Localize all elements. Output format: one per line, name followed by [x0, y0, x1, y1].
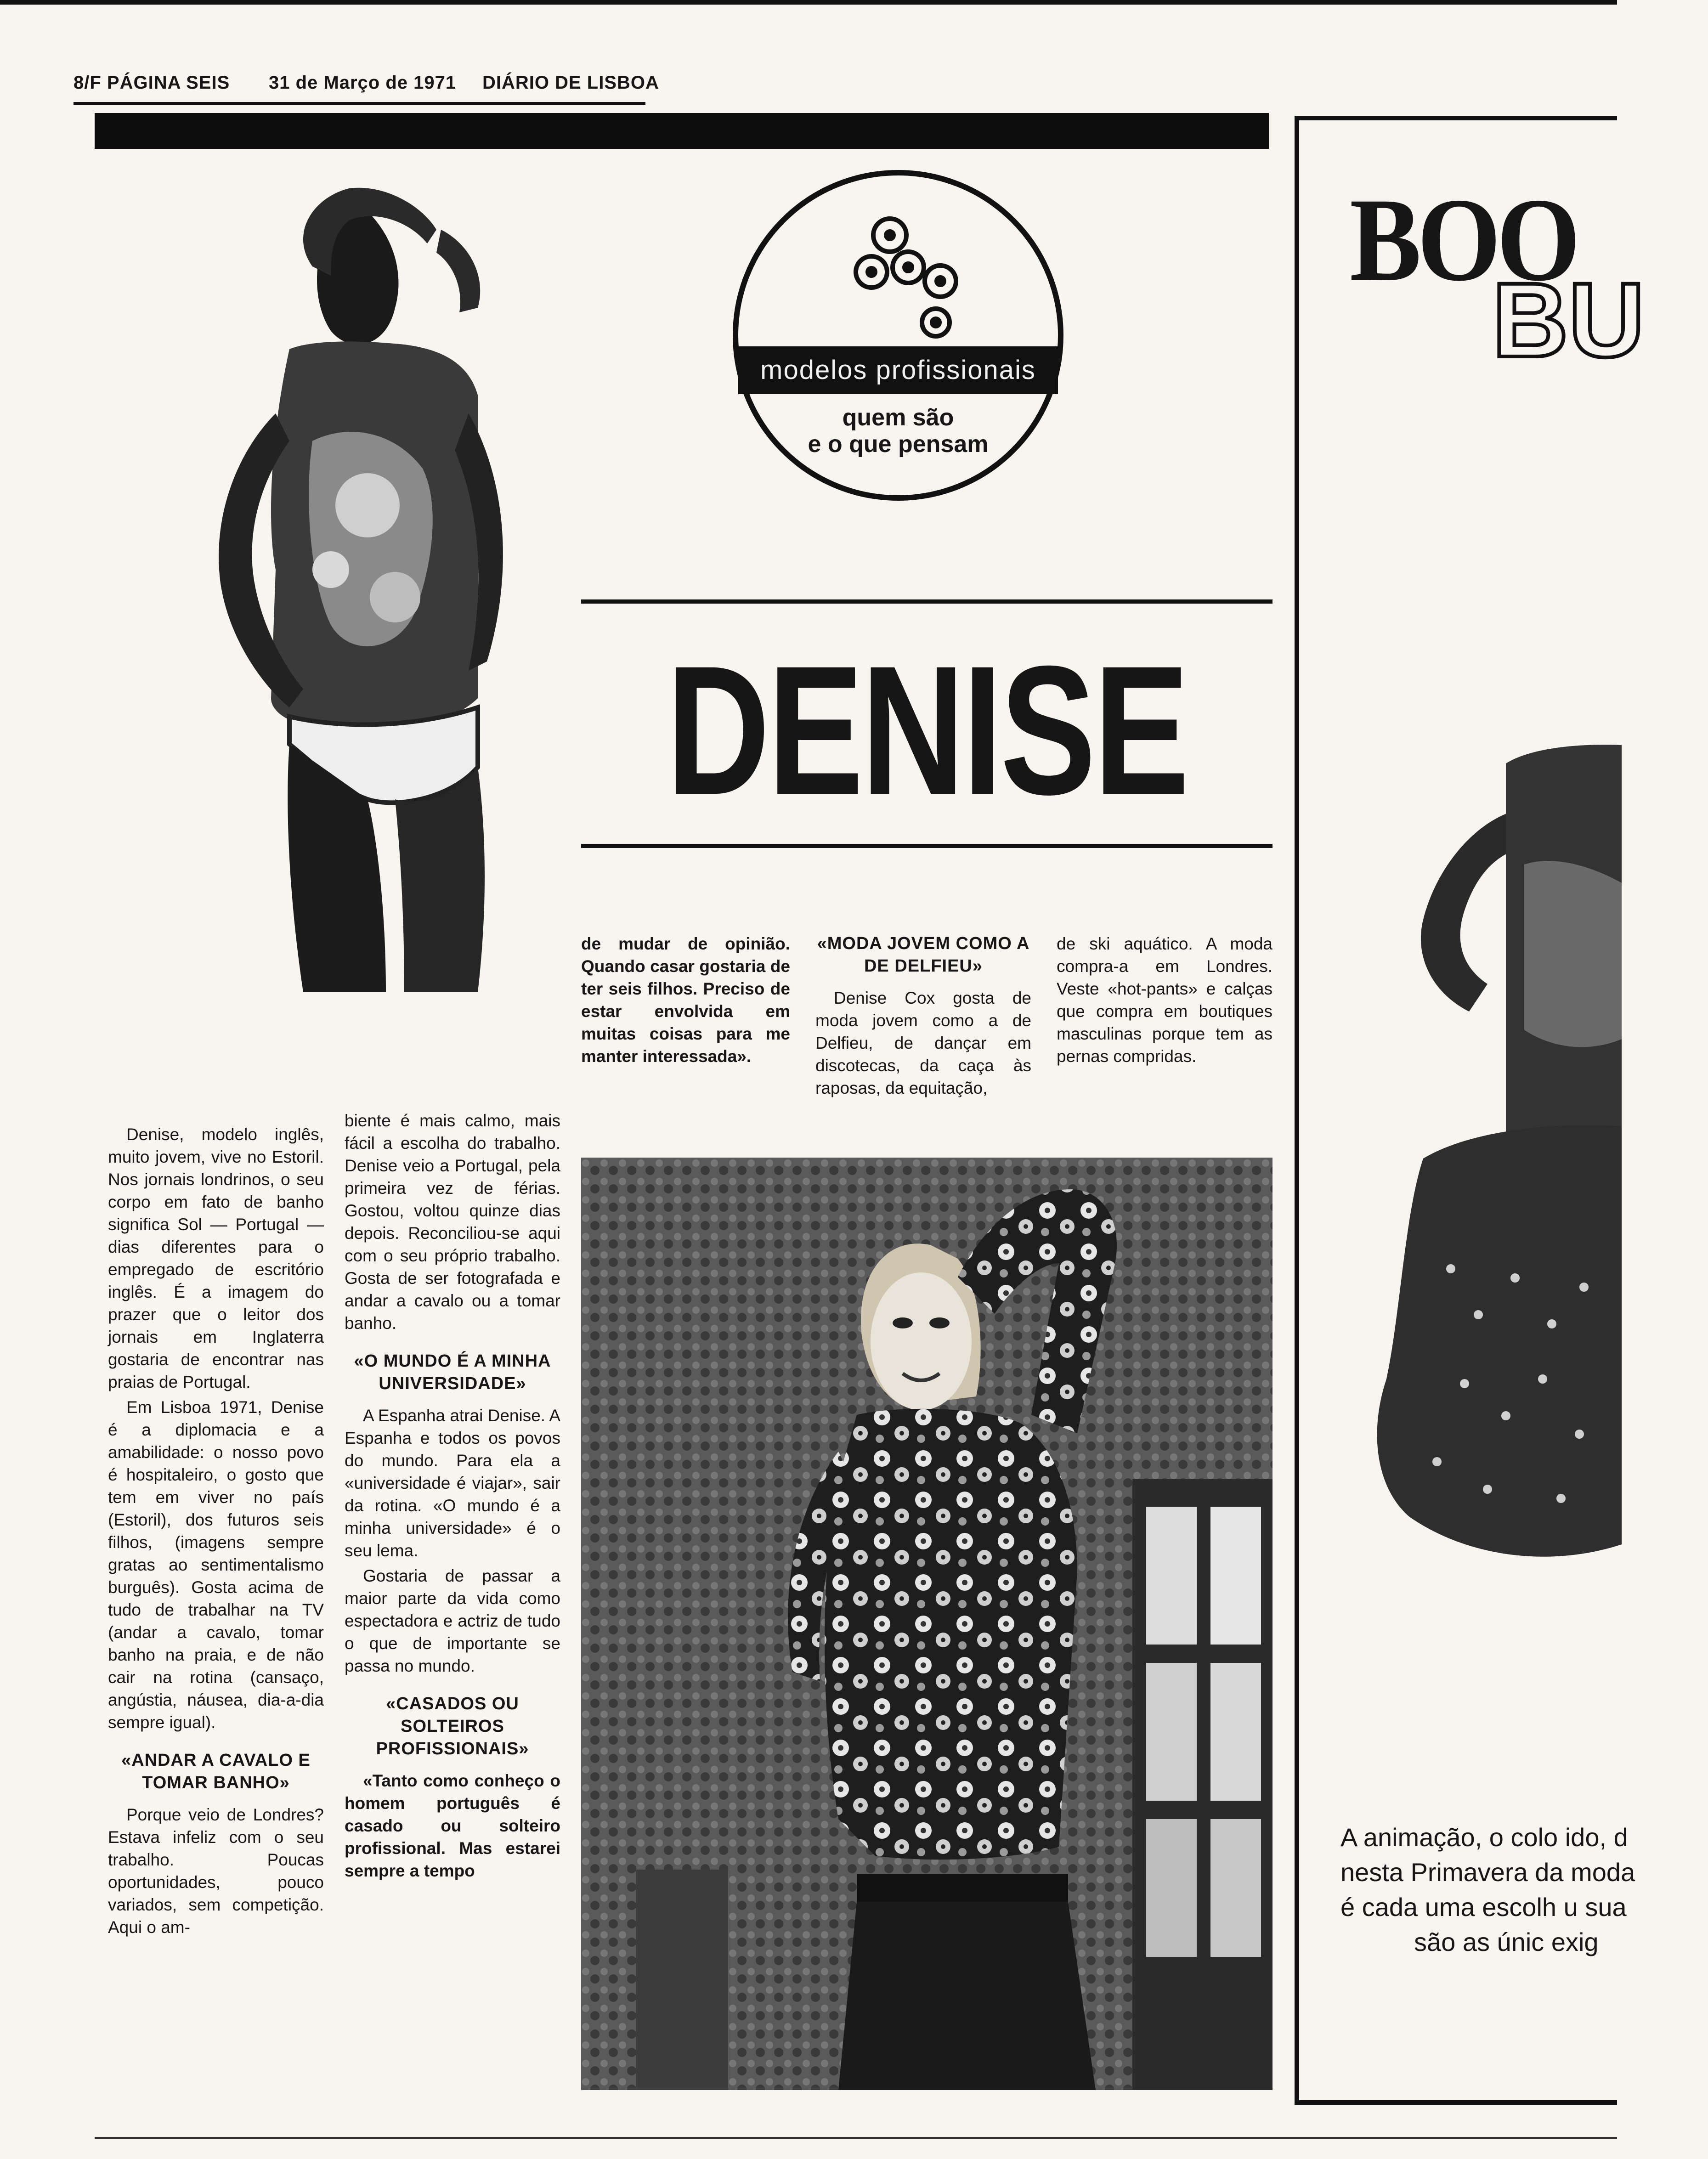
ad-caption-line: são as únic exig [1414, 1927, 1599, 1956]
header-rule [74, 102, 645, 105]
photo-denise-floral-dress [581, 1158, 1273, 2090]
boutique-advertisement [1295, 116, 1645, 2105]
photo-denise-swimsuit [74, 156, 579, 992]
subheading-o-mundo: «O MUNDO É A MINHA UNIVERSIDADE» [354, 1351, 551, 1393]
floral-dress-illustration [581, 1158, 1273, 2090]
article-column-2 [345, 1109, 560, 1885]
badge-band: modelos profissionais [738, 346, 1058, 394]
page-title: DENISE [666, 627, 1188, 833]
ad-caption-line: nesta Primavera da moda [1340, 1858, 1635, 1887]
article-column-1 [108, 1123, 324, 1941]
series-badge [733, 170, 1063, 501]
article-paragraph: Gostaria de passar a maior parte da vida como espectadora e actriz de tudo o que de importante se passa no mundo. [345, 1566, 560, 1675]
article-paragraph: Em Lisboa 1971, Denise é a diplomacia e a amabilidade: o nosso povo é hospitaleiro, o gosto que tem em viver no país (Estoril), dos futuros seis filhos, (imagens sempre gratas ao sentimentalismo burguês). Gosta acima de tudo de trabalhar na TV (andar a cavalo, tomar banho na praia, e de não cair na rotina (cansaço, angústia, náusea, dia-a-dia sempre igual). [108, 1398, 324, 1732]
subheading-moda-jovem: «MODA JOVEM COMO A DE DELFIEU» [817, 934, 1030, 976]
article-paragraph: Denise Cox gosta de moda jovem como a de Delfieu, de dançar em discotecas, da caça às raposas, da equitação, [815, 989, 1031, 1097]
top-black-bar [95, 113, 1269, 149]
article-paragraph: Porque veio de Londres? Estava infeliz com o seu trabalho. Poucas oportunidades, pouco variados, sem competição. Aqui o am- [108, 1805, 324, 1937]
ad-title-outline: BU [1492, 261, 1645, 379]
bottom-rule [95, 2137, 1617, 2139]
subheading-andar-a-cavalo: «ANDAR A CAVALO E TOMAR BANHO» [121, 1751, 311, 1792]
article-paragraph: de mudar de opinião. Quando casar gostaria de ter seis filhos. Preciso de estar envolvida em muitas coisas para me manter interessada». [581, 934, 790, 1066]
headline-bottom-rule [581, 844, 1273, 848]
article-paragraph: Denise, modelo inglês, muito jovem, vive no Estoril. Nos jornais londrinos, o seu corpo em fato de banho significa Sol — Portugal — dias diferentes para o empregado de escritório inglês. É a imagem do prazer que o leitor dos jornais em Inglaterra gostaria de encontrar nas praias de Portugal. [108, 1125, 324, 1391]
article-paragraph: de ski aquático. A moda compra-a em Londres. Veste «hot-pants» e calças que compra em boutiques masculinas porque tem as pernas compridas. [1057, 934, 1273, 1066]
article-paragraph: biente é mais calmo, mais fácil a escolha do trabalho. Denise veio a Portugal, pela primeira vez de férias. Gostou, voltou quinze dias depois. Reconciliou-se aqui com o seu próprio trabalho. Gosta de ser fotografada e andar a cavalo ou a tomar banho. [345, 1111, 560, 1333]
ad-caption-line: é cada uma escolh u sua [1340, 1893, 1627, 1922]
ad-model-figure [1368, 626, 1622, 1774]
article-paragraph: A Espanha atrai Denise. A Espanha e todos os povos do mundo. Para ela a «universidade é viajar», sair da rotina. «O mundo é a minha universidade» é o seu lema. [345, 1406, 560, 1560]
section-label: 8/F PÁGINA SEIS [74, 73, 230, 93]
ad-title: BOO [1350, 174, 1577, 306]
badge-subtitle-line-2: e o que pensam [808, 431, 989, 458]
badge-subtitle [738, 404, 1058, 458]
subheading-casados-ou-solteiros: «CASADOS OU SOLTEIROS PROFISSIONAIS» [376, 1694, 529, 1758]
article-column-5 [1057, 933, 1273, 1070]
flower-icon [853, 212, 963, 341]
headline-top-rule [581, 599, 1273, 604]
newspaper-name: DIÁRIO DE LISBOA [482, 73, 659, 93]
swimsuit-figure-illustration [74, 156, 579, 992]
issue-date: 31 de Março de 1971 [269, 73, 457, 93]
article-column-3 [581, 933, 790, 1070]
article-column-4 [815, 933, 1031, 1102]
badge-subtitle-line-1: quem são [842, 404, 954, 431]
ad-caption-line: A animação, o colo ido, d [1340, 1823, 1628, 1852]
ad-caption [1340, 1820, 1708, 1960]
article-paragraph: «Tanto como conheço o homem português é casado ou solteiro profissional. Mas estarei sempre a tempo [345, 1771, 560, 1880]
